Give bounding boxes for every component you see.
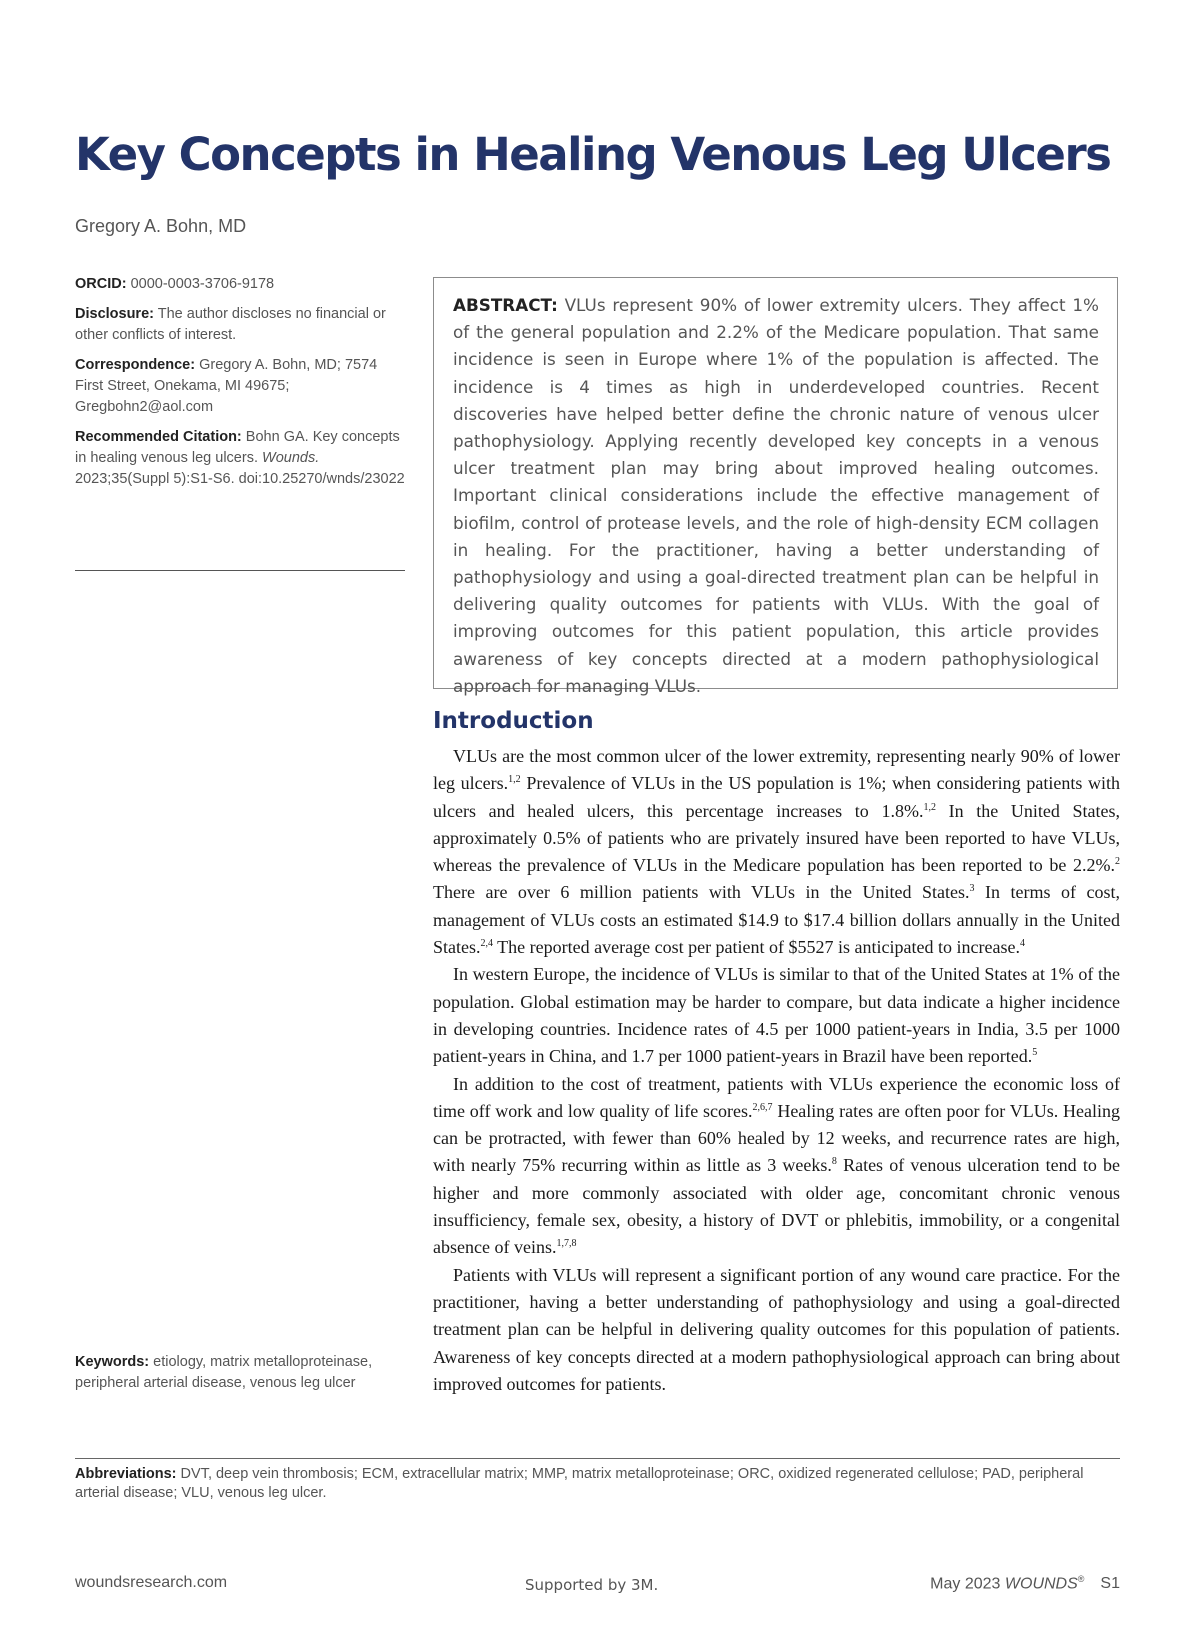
article-title: Key Concepts in Healing Venous Leg Ulcers <box>75 128 1111 181</box>
citation-ref[interactable]: 1,2 <box>508 774 521 786</box>
article-info-sidebar <box>75 274 405 499</box>
paragraph-text: VLUs are the most common ulcer of the lower extremity, representing nearly 90% of lower leg ulcers. <box>433 746 1120 794</box>
footer-issue <box>930 1574 1120 1593</box>
paragraph-text: Rates of venous ulceration tend to be higher and more commonly associated with older age, concomitant chronic venous insufficiency, female sex, obesity, a history of DVT or phlebitis, immobility, or a congenital absence of veins. <box>433 1155 1120 1258</box>
paragraph-text: In western Europe, the incidence of VLUs is similar to that of the United States at 1% of the population. Global estimation may be harder to compare, but data indicate a higher incidence in developing countries. Incidence rates of 4.5 per 1000 patient-years in India, 3.5 per 1000 patient-years in China, and 1.7 per 1000 patient-years in Brazil have been reported. <box>433 964 1120 1067</box>
footer-issue-date: May 2023 <box>930 1575 1001 1593</box>
citation-ref[interactable]: 4 <box>1019 938 1025 950</box>
keywords-label: Keywords: <box>75 1354 150 1370</box>
citation-ref[interactable]: 8 <box>831 1156 837 1168</box>
keywords-value: etiology, matrix metalloproteinase, peripheral arterial disease, venous leg ulcer <box>75 1354 373 1391</box>
paragraph-text: In the United States, approximately 0.5% of patients who are privately insured have been reported to have VLUs, whereas the prevalence of VLUs in the Medicare population has been reported to be 2.2%. <box>433 800 1120 876</box>
paragraph-text: Patients with VLUs will represent a significant portion of any wound care practice. For the practitioner, having a better understanding of pathophysiology and using a goal-directed treatment plan can be helpful in delivering quality outcomes for this population of patients. Awareness of key concepts directed at a modern pathophysiological approach can bring about improved outcomes for patients. <box>433 1264 1120 1394</box>
citation-doi[interactable]: 2023;35(Suppl 5):S1-S6. doi:10.25270/wnds/23022 <box>75 471 405 487</box>
paragraph-text: Prevalence of VLUs in the US population is 1%; when considering patients with ulcers and healed ulcers, this percentage increases to 1.8%. <box>433 773 1121 821</box>
citation-ref[interactable]: 5 <box>1032 1047 1038 1059</box>
introduction-body <box>433 743 1120 1398</box>
footer-website-link[interactable]: woundsresearch.com <box>75 1574 228 1591</box>
disclosure-label: Disclosure: <box>75 306 154 322</box>
recommended-citation <box>75 427 405 490</box>
abstract-label: ABSTRACT: <box>453 295 558 315</box>
paragraph-text: In addition to the cost of treatment, patients with VLUs experience the economic loss of time off work and low quality of life scores. <box>433 1073 1120 1121</box>
footer-sponsor: Supported by 3M. <box>525 1576 659 1594</box>
page-number: S1 <box>1100 1575 1120 1593</box>
paragraph-text: There are over 6 million patients with VLUs in the United States. <box>433 882 970 903</box>
citation-ref[interactable]: 2,6,7 <box>752 1101 773 1113</box>
orcid-value[interactable]: 0000-0003-3706-9178 <box>130 276 275 292</box>
orcid-label: ORCID: <box>75 276 127 292</box>
paragraph-text: The reported average cost per patient of $5527 is anticipated to increase. <box>493 937 1020 958</box>
disclosure <box>75 304 405 346</box>
paragraph <box>433 961 1120 1070</box>
abstract-box <box>433 277 1118 696</box>
paragraph-text: In terms of cost, management of VLUs costs an estimated $14.9 to $17.4 billion dollars annually in the United States. <box>433 882 1120 958</box>
abbreviations <box>75 1465 1120 1503</box>
author-name: Gregory A. Bohn, MD <box>75 216 247 236</box>
keywords <box>75 1352 415 1394</box>
abstract-text: VLUs represent 90% of lower extremity ulcers. They affect 1% of the general population and 2.2% of the Medicare population. That same incidence is seen in Europe where 1% of the population is affected. The incidence is 4 times as high in underdeveloped countries. Recent discoveries have helped better define the chronic nature of venous ulcer pathophysiology. Applying recently developed key concepts in a venous ulcer treatment plan may bring about improved healing outcomes. Important clinical considerations include the effective management of biofilm, control of protease levels, and the role of high-density ECM collagen in healing. For the practitioner, having a better understanding of pathophysiology and using a goal-directed treatment plan can be helpful in delivering quality outcomes for patients with VLUs. With the goal of improving outcomes for this patient population, this article provides awareness of key concepts directed at a modern pathophysiological approach for managing VLUs. <box>453 295 1099 696</box>
introduction-heading: Introduction <box>433 708 594 734</box>
citation-ref[interactable]: 2 <box>1115 856 1120 868</box>
correspondence-value: Gregory A. Bohn, MD; 7574 First Street, Onekama, MI 49675; Gregbohn2@aol.com <box>75 357 378 415</box>
citation-journal: Wounds. <box>262 450 320 466</box>
disclosure-value: The author discloses no financial or other conflicts of interest. <box>75 306 386 343</box>
paragraph <box>433 1071 1120 1262</box>
correspondence-label: Correspondence: <box>75 357 196 373</box>
citation-ref[interactable]: 1,7,8 <box>556 1238 577 1250</box>
citation-ref[interactable]: 1,2 <box>923 801 936 813</box>
paragraph <box>433 1262 1120 1398</box>
paragraph-text: Healing rates are often poor for VLUs. Healing can be protracted, with fewer than 60% healed by 12 weeks, and recurrence rates are high, with nearly 75% recurring within as little as 3 weeks. <box>433 1100 1120 1176</box>
orcid <box>75 274 405 295</box>
correspondence <box>75 355 405 418</box>
footnote-divider <box>75 1458 1120 1459</box>
abbreviations-text: DVT, deep vein thrombosis; ECM, extracellular matrix; MMP, matrix metalloproteinase; ORC, oxidized regenerated cellulose; PAD, peripheral arterial disease; VLU, venous leg ulcer. <box>75 1466 1084 1501</box>
citation-ref[interactable]: 2,4 <box>480 938 493 950</box>
citation-label: Recommended Citation: <box>75 429 242 445</box>
citation-text: Bohn GA. Key concepts in healing venous leg ulcers. <box>75 429 400 466</box>
sidebar-divider <box>75 570 405 571</box>
footer-journal: WOUNDS <box>1004 1575 1078 1593</box>
paragraph <box>433 743 1120 961</box>
abbreviations-label: Abbreviations: <box>75 1466 177 1482</box>
registered-mark: ® <box>1077 1574 1085 1584</box>
citation-ref[interactable]: 3 <box>969 883 975 895</box>
